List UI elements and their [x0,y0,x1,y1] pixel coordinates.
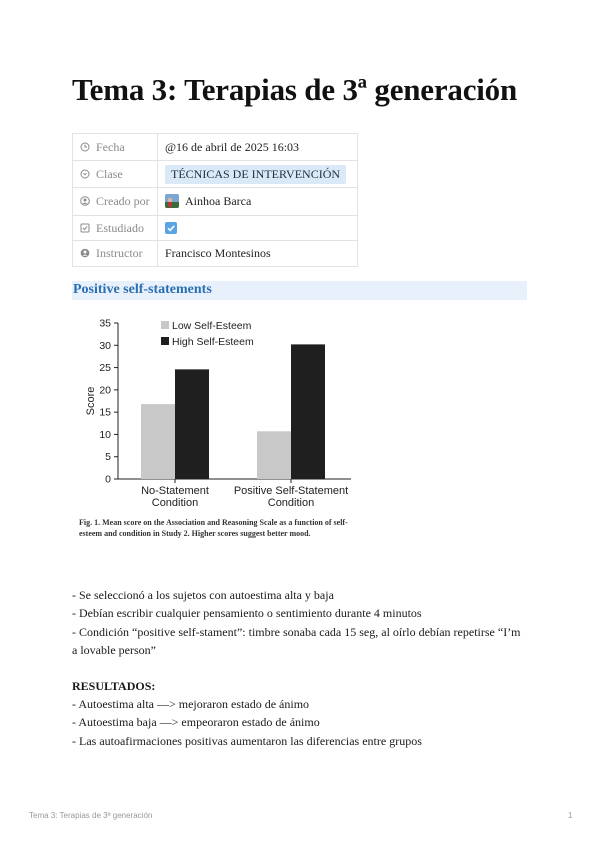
y-tick-label: 30 [99,339,111,352]
y-tick-label: 0 [105,473,111,486]
property-row-clase [73,161,358,188]
properties-table [72,133,358,267]
property-key: Clase [96,166,123,181]
legend-swatch [161,321,169,329]
note-line: - Condición “positive self-stament”: timbre sonaba cada 15 seg, al oírlo debían repetirse “I’m [72,625,521,639]
y-tick-label: 15 [99,406,111,419]
property-key: Instructor [96,246,143,260]
legend-swatch [161,337,169,345]
x-tick-label: Condition [267,497,315,509]
legend-label: Low Self-Esteem [172,320,252,332]
property-value-date: @16 de abril de 2025 16:03 [158,134,358,161]
note-line: - Debían escribir cualquier pensamiento o sentimiento durante 4 minutos [72,606,422,620]
property-key: Estudiado [96,220,144,235]
figure-caption: Fig. 1. Mean score on the Association and Reasoning Scale as a function of self-esteem and condition in Study 2. Higher scores suggest better mood. [79,518,348,538]
result-item: - Autoestima baja —> empeoraron estado de ánimo [72,715,320,729]
y-tick-label: 20 [99,384,111,397]
select-icon [80,169,90,179]
person-icon [80,196,90,206]
result-item: - Las autoafirmaciones positivas aumentaron las diferencias entre grupos [72,734,422,748]
x-tick-label: Condition [151,497,199,509]
property-row-estudiado [73,216,358,241]
bar [291,344,325,479]
bar [175,369,209,479]
studied-checkbox[interactable] [165,222,177,234]
x-tick-label: No-Statement [141,485,209,497]
y-tick-label: 10 [99,428,111,441]
section-heading: Positive self-statements [73,282,212,297]
checkbox-icon [80,223,90,233]
page-title: Tema 3: Terapias de 3ª generación [72,72,518,107]
person-icon [80,248,90,258]
note-line: - Se seleccionó a los sujetos con autoestima alta y baja [72,588,334,602]
avatar [165,194,179,208]
class-tag[interactable]: TÉCNICAS DE INTERVENCIÓN [165,165,346,184]
bar [257,431,291,479]
property-value-instructor: Francisco Montesinos [158,241,358,267]
x-tick-label: Positive Self-Statement [233,485,349,497]
bar [141,404,175,479]
y-tick-label: 35 [99,317,111,330]
property-key: Creado por [96,194,150,208]
y-axis-label: Score [85,386,97,416]
result-item: - Autoestima alta —> mejoraron estado de ánimo [72,697,310,711]
property-row-instructor [73,241,358,267]
clock-icon [80,142,90,152]
bar-chart [76,312,356,512]
property-row-fecha [73,134,358,161]
y-tick-label: 25 [99,362,111,375]
footer-title: Tema 3: Terapias de 3ª generación [29,811,153,820]
property-row-creado-por [73,188,358,216]
results-heading: RESULTADOS: [72,679,156,693]
y-tick-label: 5 [105,451,111,464]
property-key: Fecha [96,139,125,154]
creator-name[interactable]: Ainhoa Barca [185,194,252,208]
note-line: a lovable person” [72,643,156,657]
legend-label: High Self-Esteem [172,336,254,348]
page-number: 1 [568,811,573,820]
